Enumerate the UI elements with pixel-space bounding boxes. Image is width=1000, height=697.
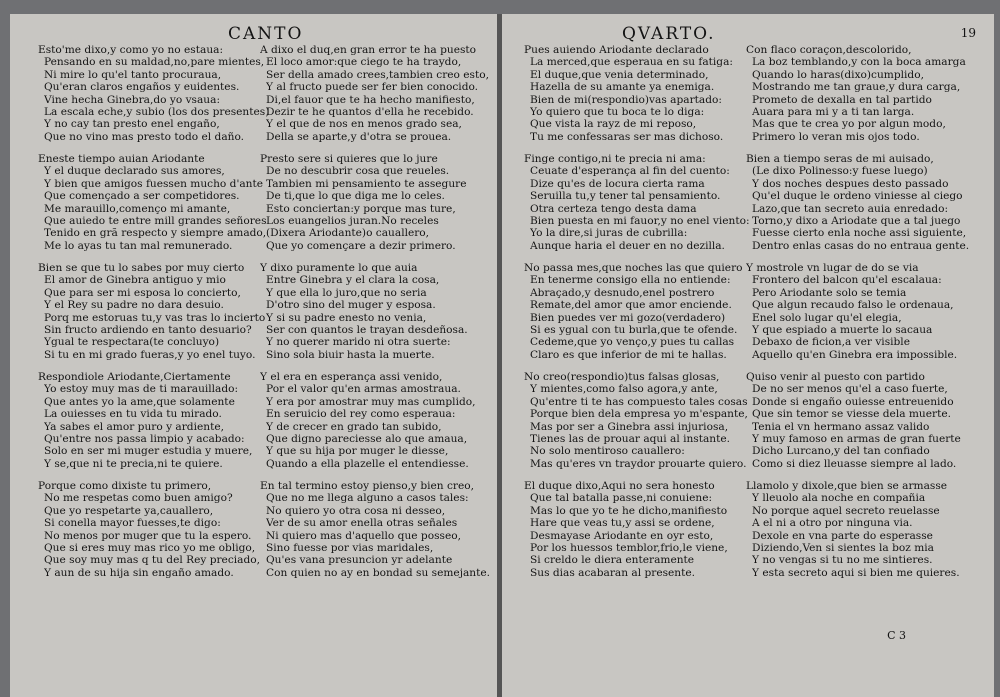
verse-line: Como si diez lleuasse siempre al lado. [752, 457, 957, 470]
stanza [746, 44, 990, 143]
verse-line: Quando a ella plazelle el entendiesse. [266, 457, 469, 470]
verse-line: Que yo començare a dezir primero. [266, 239, 456, 252]
verse-line: Seruilla tu,y tener tal pensamiento. [530, 190, 721, 203]
verse-line: Que digno pareciesse alo que amaua, [266, 433, 468, 445]
verse-line: Que algun recaudo falso le ordenaua, [752, 299, 954, 312]
verse-line: Porq me estoruas tu,y vas tras lo incierto [44, 311, 266, 324]
verse-line: No quiero yo otra cosa ni desseo, [266, 504, 446, 517]
verse-line: (Le dixo Polinesso:y fuese luego) [752, 165, 928, 178]
verse-line: Remate,del amor que amor enciende. [530, 299, 732, 312]
left-page [10, 14, 498, 697]
verse-line: En seruicio del rey como esperaua: [266, 408, 456, 421]
verse-line: Si tu en mi grado fueras,y yo enel tuyo. [44, 348, 256, 361]
verse-line: Y no cay tan presto enel engaño, [44, 118, 220, 131]
verse-line: De ti,que lo que diga me lo celes. [266, 190, 445, 203]
signature-mark: C 3 [887, 629, 906, 642]
verse-line: Y no vengas si tu no me sintieres. [752, 554, 933, 567]
verse-line: Otra certeza tengo desta dama [530, 202, 697, 215]
stanza [260, 44, 504, 143]
verse-line: Y al fructo puede ser fer bien conocido. [266, 81, 479, 94]
verse-line: Desmayase Ariodante en oyr esto, [530, 529, 714, 542]
verse-line: Me marauillo,començo mi amante, [44, 202, 231, 215]
verse-line: Que para ser mi esposa lo concierto, [44, 286, 241, 299]
verse-line: Mostrando me tan graue,y dura carga, [752, 81, 961, 94]
verse-line: Ser con quantos le trayan desdeñosa. [266, 323, 468, 336]
verse-line: Tenia el vn hermano assaz valido [752, 420, 930, 433]
verse-line: La boz temblando,y con la boca amarga [752, 56, 966, 69]
stanza [524, 153, 768, 252]
verse-line: La merced,que esperaua en su fatiga: [530, 56, 733, 69]
verse-line: Y que su hija por muger le diesse, [266, 445, 449, 458]
verse-line: Y dos noches despues desto passado [752, 177, 949, 190]
verse-line: En tenerme consigo ella no entiende: [530, 274, 731, 287]
verse-line: No passa mes,que noches las que quiero [524, 262, 743, 275]
verse-line: Que no me llega alguno a casos tales: [266, 492, 469, 505]
verse-line: No creo(respondio)tus falsas glosas, [524, 371, 720, 384]
verse-line: Y era por amostrar muy mas cumplido, [266, 395, 476, 408]
verse-line: Y aun de su hija sin engaño amado. [44, 566, 234, 579]
verse-line: Sin fructo ardiendo en tanto desuario? [44, 323, 252, 336]
verse-line: Ygual te respectara(te concluyo) [44, 336, 220, 349]
verse-line: Que soy muy mas q tu del Rey preciado, [44, 554, 260, 567]
verse-line: Porque como dixiste tu primero, [38, 480, 212, 493]
verse-line: Diziendo,Ven si sientes la boz mia [752, 542, 934, 555]
verse-line: La ouiesses en tu vida tu mirado. [44, 408, 222, 421]
verse-line: Torno,y dixo a Ariodate que a tal juego [752, 214, 961, 227]
verse-line: Quiso venir al puesto con partido [746, 371, 925, 384]
stanza [260, 262, 504, 361]
verse-line: Di,el fauor que te ha hecho manifiesto, [266, 93, 475, 106]
verse-line: Qu'el duque le ordeno viniesse al ciego [752, 190, 963, 203]
verse-line: Pensando en su maldad,no,pare mientes, [44, 56, 265, 69]
verse-line: Si conella mayor fuesses,te digo: [44, 517, 221, 530]
verse-line: Tienes las de prouar aqui al instante. [530, 433, 731, 445]
verse-line: Y muy famoso en armas de gran fuerte [752, 433, 961, 445]
verse-line: Y bien que amigos fuessen mucho d'ante [44, 177, 264, 190]
verse-line: Bien puedes ver mi gozo(verdadero) [530, 311, 726, 324]
verse-line: Yo quiero que tu boca te lo diga: [530, 105, 705, 118]
verse-line: Me lo ayas tu tan mal remunerado. [44, 239, 233, 252]
verse-line: De no ser menos qu'el a caso fuerte, [752, 383, 948, 396]
stanza [746, 153, 990, 252]
verse-line: Dezir te he quantos d'ella he recebido. [266, 105, 474, 118]
verse-line: Por el valor qu'en armas amostraua. [266, 383, 461, 396]
verse-line: Finge contigo,ni te precia ni ama: [524, 153, 706, 166]
verse-line: Ni quiero mas d'aquello que posseo, [266, 529, 461, 542]
verse-line: Mas por ser a Ginebra assi injuriosa, [530, 420, 729, 433]
stanza [524, 44, 768, 143]
verse-line: Que vista la rayz de mi reposo, [530, 118, 697, 131]
verse-line: Con quien no ay en bondad su semejante. [266, 566, 491, 579]
stanza [260, 153, 504, 252]
verse-line: Qu'eran claros engaños y euidentes. [44, 81, 240, 94]
verse-line: Si es ygual con tu burla,que te ofende. [530, 323, 738, 336]
verse-line: Mas lo que yo te he dicho,manifiesto [530, 504, 728, 517]
verse-line: Dexole en vna parte do esperasse [752, 529, 933, 542]
verse-line: Debaxo de ficion,a ver visible [752, 336, 910, 349]
verse-line: Y el era en esperança assi venido, [260, 371, 443, 384]
verse-line: Bien de mi(respondio)vas apartado: [530, 93, 722, 106]
verse-line: Llamolo y dixole,que bien se armasse [746, 480, 948, 493]
verse-line: Ni mire lo qu'el tanto procuraua, [44, 68, 222, 81]
verse-line: Cedeme,que yo venço,y pues tu callas [530, 336, 735, 349]
verse-line: Y lleuolo ala noche en compañia [752, 492, 926, 505]
stanza [524, 262, 768, 361]
verse-line: A dixo el duq,en gran error te ha puesto [260, 44, 477, 56]
verse-line: Mas qu'eres vn traydor prouarte quiero. [530, 457, 747, 470]
verse-line: No me respetas como buen amigo? [44, 492, 233, 505]
verse-line: No porque aquel secreto reuelasse [752, 504, 940, 517]
verse-line: Y que espiado a muerte lo sacaua [752, 323, 933, 336]
verse-line: Respondiole Ariodante,Ciertamente [38, 371, 231, 384]
verse-line: El loco amor:que ciego te ha traydo, [266, 56, 462, 69]
verse-line: Bien a tiempo seras de mi auisado, [746, 153, 934, 166]
stanza [260, 480, 504, 579]
verse-line: Hazella de su amante ya enemiga. [530, 81, 715, 94]
verse-line: Que tal batalla passe,ni conuiene: [530, 492, 713, 505]
verse-line: Y mientes,como falso agora,y ante, [530, 383, 718, 396]
verse-line: Que si eres muy mas rico yo me obligo, [44, 542, 256, 555]
verse-line: Y de crecer en grado tan subido, [266, 420, 442, 433]
text-column [260, 44, 504, 589]
stanza [38, 371, 282, 470]
stanza [524, 480, 768, 579]
verse-line: Entre Ginebra y el clara la cosa, [266, 274, 440, 287]
verse-line: Ver de su amor enella otras señales [266, 517, 458, 530]
verse-line: Pues auiendo Ariodante declarado [524, 44, 709, 56]
verse-line: Y dixo puramente lo que auia [260, 262, 418, 275]
verse-line: Que auiedo te entre mill grandes señores [44, 214, 267, 227]
verse-line: Que sin temor se viesse dela muerte. [752, 408, 951, 421]
verse-line: Primero lo veran mis ojos todo. [752, 130, 920, 143]
stanza [38, 44, 282, 143]
verse-line: Donde si engaño ouiesse entreuenido [752, 395, 954, 408]
verse-line: Yo estoy muy mas de ti marauillado: [44, 383, 239, 396]
verse-line: Pero Ariodante solo se temia [752, 286, 907, 299]
verse-line: Que no vino mas presto todo el daño. [44, 130, 245, 143]
verse-line: Sino fuesse por vias maridales, [266, 542, 434, 555]
verse-line: Y el duque declarado sus amores, [44, 165, 225, 178]
right-page [502, 14, 994, 697]
verse-line: No menos por muger que tu la espero. [44, 529, 252, 542]
verse-line: Abraçado,y desnudo,enel postrero [530, 286, 715, 299]
text-column [38, 44, 282, 589]
verse-line: Porque bien dela empresa yo m'espante, [530, 408, 748, 421]
stanza [746, 262, 990, 361]
stanza [38, 262, 282, 361]
verse-line: Vine hecha Ginebra,do yo vsaua: [44, 93, 221, 106]
stanza [38, 153, 282, 252]
folio-number: 19 [960, 26, 976, 40]
verse-line: Por los huessos temblor,frio,le viene, [530, 542, 728, 555]
verse-line: Dize qu'es de locura cierta rama [530, 177, 705, 190]
verse-line: Bien se que tu lo sabes por muy cierto [38, 262, 245, 275]
verse-line: Tenido en grã respecto y siempre amado, [44, 227, 267, 240]
verse-line: (Dixera Ariodante)o cauallero, [266, 227, 430, 240]
verse-line: Aunque haria el deuer en no dezilla. [530, 239, 725, 252]
verse-line: Esto'me dixo,y como yo no estaua: [38, 44, 224, 56]
verse-line: Aquello qu'en Ginebra era impossible. [752, 348, 958, 361]
verse-line: Hare que veas tu,y assi se ordene, [530, 517, 715, 530]
verse-line: Sus dias acabaran al presente. [530, 566, 696, 579]
verse-line: Fuesse cierto enla noche assi siguiente, [752, 227, 967, 240]
verse-line: Dicho Lurcano,y del tan confiado [752, 445, 930, 458]
verse-line: Enel solo lugar qu'el elegia, [752, 311, 902, 324]
verse-line: Mas que te crea yo por algun modo, [752, 118, 946, 131]
verse-line: Que yo respetarte ya,cauallero, [44, 504, 214, 517]
verse-line: Presto sere si quieres que lo jure [260, 153, 438, 166]
verse-line: Lazo,que tan secreto auia enredado: [752, 202, 949, 215]
verse-line: Los euangelios juran.No receles [266, 214, 439, 227]
verse-line: Esto conciertan:y porque mas ture, [266, 202, 456, 215]
verse-line: Eneste tiempo auian Ariodante [38, 153, 205, 166]
verse-line: Tambien mi pensamiento te assegure [266, 177, 467, 190]
verse-line: Y que ella lo juro,que no seria [266, 286, 427, 299]
verse-line: Tu me confessaras ser mas dichoso. [530, 130, 724, 143]
verse-line: Frontero del balcon qu'el escalaua: [752, 274, 942, 287]
verse-line: Bien puesta en mi fauor,y no enel viento: [530, 214, 750, 227]
verse-line: El amor de Ginebra antiguo y mio [44, 274, 226, 287]
verse-line: En tal termino estoy pienso,y bien creo, [260, 480, 474, 493]
verse-line: D'otro sino del muger y esposa. [266, 299, 436, 312]
verse-line: Y se,que ni te precia,ni te quiere. [44, 457, 223, 470]
running-header-right: QVARTO. [622, 24, 716, 44]
verse-line: Que antes yo la ame,que solamente [44, 395, 235, 408]
verse-line: Della se aparte,y d'otra se prouea. [266, 130, 452, 143]
verse-line: Ya sabes el amor puro y ardiente, [44, 420, 224, 433]
verse-line: Y si su padre enesto no venia, [266, 311, 427, 324]
stanza [260, 371, 504, 470]
verse-line: El duque dixo,Aqui no sera honesto [524, 480, 715, 493]
verse-line: Y el Rey su padre no dara desuio. [44, 299, 224, 312]
verse-line: Yo la dire,si juras de cubrilla: [530, 227, 688, 240]
verse-line: Qu'es vana presuncion yr adelante [266, 554, 453, 567]
verse-line: Qu'entre nos passa limpio y acabado: [44, 433, 245, 445]
verse-line: El duque,que venia determinado, [530, 68, 709, 81]
verse-line: Solo en ser mi muger estudia y muere, [44, 445, 253, 458]
verse-line: Y el que de nos en menos grado sea, [266, 118, 462, 131]
text-column [524, 44, 768, 589]
verse-line: Que començado a ser competidores. [44, 190, 240, 203]
verse-line: Ser della amado crees,tambien creo esto, [266, 68, 489, 81]
verse-line: Con flaco coraçon,descolorido, [746, 44, 912, 56]
stanza [746, 371, 990, 470]
verse-line: Prometo de dexalla en tal partido [752, 93, 932, 106]
stanza [38, 480, 282, 579]
verse-line: Si creldo le diera enteramente [530, 554, 695, 567]
stanza [746, 480, 990, 579]
verse-line: Y no querer marido ni otra suerte: [266, 336, 451, 349]
text-column [746, 44, 990, 589]
verse-line: Claro es que inferior de mi te hallas. [530, 348, 727, 361]
verse-line: Auara para mi y a ti tan larga. [752, 105, 915, 118]
verse-line: No solo mentiroso cauallero: [530, 445, 685, 458]
verse-line: Quando lo haras(dixo)cumplido, [752, 68, 924, 81]
verse-line: Y esta secreto aqui si bien me quieres. [752, 566, 960, 579]
stanza [524, 371, 768, 470]
verse-line: Sino sola biuir hasta la muerte. [266, 348, 435, 361]
verse-line: La escala eche,y subio (los dos presentes) [44, 105, 270, 118]
verse-line: Dentro enlas casas do no entraua gente. [752, 239, 970, 252]
verse-line: Qu'entre ti te has compuesto tales cosas [530, 395, 748, 408]
verse-line: A el ni a otro por ninguna via. [752, 517, 913, 530]
verse-line: Ceuate d'esperança al fin del cuento: [530, 165, 730, 178]
verse-line: Y mostrole vn lugar de do se via [746, 262, 919, 275]
verse-line: De no descubrir cosa que reueles. [266, 165, 450, 178]
running-header-left: CANTO [228, 24, 304, 44]
